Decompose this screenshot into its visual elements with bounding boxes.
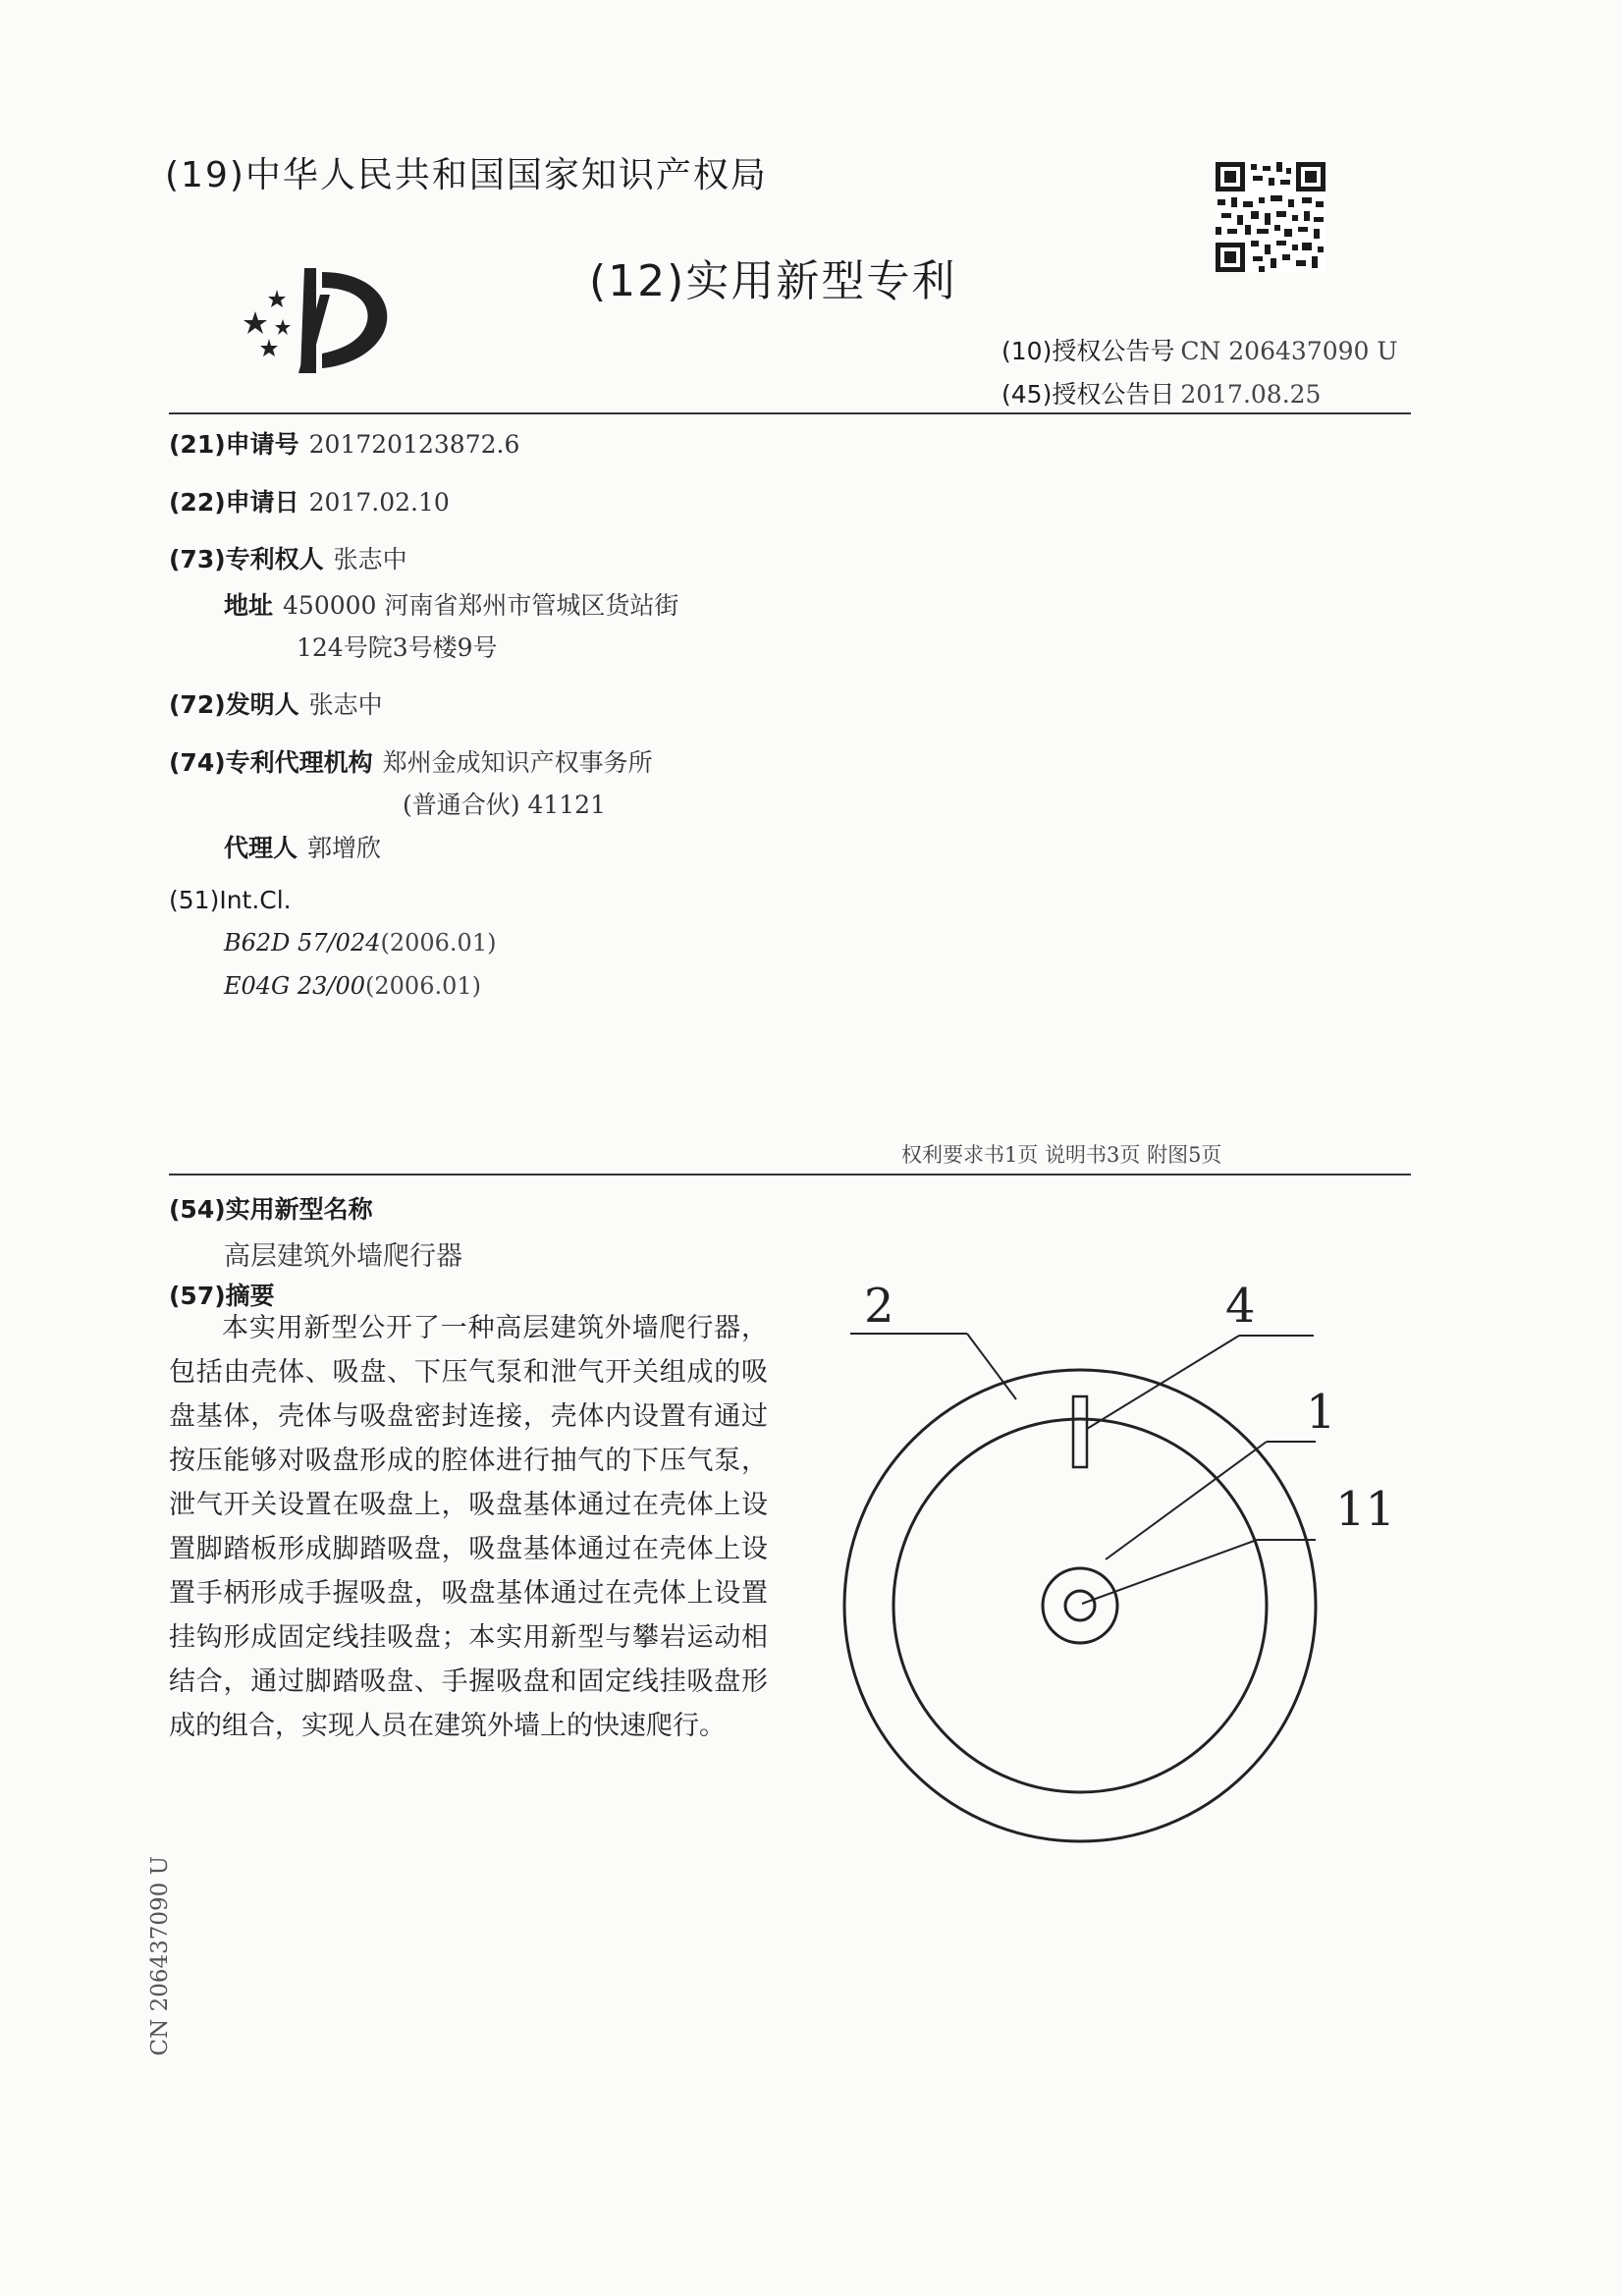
- address-row: [224, 586, 678, 622]
- figure-label-2: 2: [864, 1279, 894, 1334]
- qr-code: [1216, 162, 1325, 272]
- application-number: 201720123872.6: [308, 430, 520, 459]
- patentee: 张志中: [333, 545, 407, 574]
- utility-model-title: 高层建筑外墙爬行器: [224, 1241, 462, 1272]
- abstract-label: (57)摘要: [169, 1282, 275, 1310]
- address-line-1: 450000 河南省郑州市管城区货站街: [283, 591, 679, 620]
- leader-1: [1106, 1442, 1267, 1559]
- release-switch: [1073, 1396, 1087, 1467]
- abstract-text: 本实用新型公开了一种高层建筑外墙爬行器，包括由壳体、吸盘、下压气泵和泄气开关组成的吸盘基体，壳体与吸盘密封连接，壳体内设置有通过按压能够对吸盘形成的腔体进行抽气的下压气泵，泄气开关设置在吸盘上，吸盘基体通过在壳体上设置脚踏板形成脚踏吸盘，吸盘基体通过在壳体上设置手柄形成手握吸盘，吸盘基体通过在壳体上设置挂钩形成固定线挂吸盘；本实用新型与攀岩运动相结合，通过脚踏吸盘、手握吸盘和固定线挂吸盘形成的组合，实现人员在建筑外墙上的快速爬行。: [169, 1313, 768, 1741]
- leader-11: [1082, 1540, 1257, 1604]
- publication-date: 2017.08.25: [1180, 380, 1322, 409]
- leader-2: [967, 1334, 1016, 1399]
- publication-date-row: [1001, 375, 1321, 410]
- utility-model-title-label-row: [169, 1190, 373, 1226]
- intcl-row: [169, 886, 292, 914]
- agency-line-2-row: [403, 786, 606, 821]
- publication-number-row: [1001, 332, 1397, 367]
- outer-shell-circle: [844, 1370, 1316, 1841]
- publication-number-label: (10)授权公告号: [1001, 337, 1175, 365]
- inventor: 张志中: [308, 690, 383, 719]
- address-line-2-row: [297, 629, 498, 664]
- utility-model-title-label: (54)实用新型名称: [169, 1195, 373, 1224]
- application-date: 2017.02.10: [308, 488, 450, 517]
- figure-label-4: 4: [1225, 1279, 1256, 1334]
- address-label: 地址: [224, 591, 274, 620]
- inventor-label: (72)发明人: [169, 690, 299, 719]
- publication-number: CN 206437090 U: [1180, 337, 1398, 365]
- intcl-label: (51)Int.Cl.: [169, 886, 292, 914]
- agent-label: 代理人: [224, 834, 298, 862]
- classification-1-year: (2006.01): [380, 929, 497, 957]
- agent-row: [224, 829, 381, 864]
- address-line-2: 124号院3号楼9号: [297, 633, 498, 662]
- patentee-label: (73)专利权人: [169, 545, 324, 574]
- agency-line-2: (普通合伙) 41121: [403, 791, 606, 819]
- classification-2: [224, 972, 481, 1000]
- header-rule: [169, 412, 1411, 414]
- agency-row: [169, 743, 653, 779]
- document-type: (12)实用新型专利: [589, 256, 957, 306]
- patentee-row: [169, 540, 407, 575]
- figure-label-1: 1: [1306, 1385, 1336, 1440]
- center-circle: [1065, 1591, 1095, 1620]
- classification-2-code: E04G 23/00: [224, 972, 366, 1000]
- agency-label: (74)专利代理机构: [169, 748, 373, 777]
- classification-2-year: (2006.01): [365, 972, 482, 1000]
- application-date-label: (22)申请日: [169, 488, 299, 517]
- classification-1-code: B62D 57/024: [224, 929, 381, 957]
- application-number-label: (21)申请号: [169, 430, 299, 459]
- inner-ring-circle: [1043, 1568, 1117, 1643]
- agent: 郭增欣: [307, 834, 382, 862]
- inventor-row: [169, 685, 383, 721]
- side-publication-number: CN 206437090 U: [147, 1856, 173, 2056]
- suction-cup-circle: [893, 1419, 1267, 1792]
- classification-1: [224, 929, 496, 957]
- issuing-office: (19)中华人民共和国国家知识产权局: [165, 155, 768, 195]
- abstract-figure: [825, 1267, 1414, 1876]
- agency-line-1: 郑州金成知识产权事务所: [382, 748, 653, 777]
- application-number-row: [169, 425, 519, 461]
- page-counts: 权利要求书1页 说明书3页 附图5页: [901, 1143, 1222, 1167]
- figure-label-11: 11: [1335, 1482, 1396, 1537]
- section-rule: [169, 1174, 1411, 1175]
- publication-date-label: (45)授权公告日: [1001, 380, 1175, 409]
- cnipa-logo: [236, 250, 403, 378]
- application-date-row: [169, 483, 450, 519]
